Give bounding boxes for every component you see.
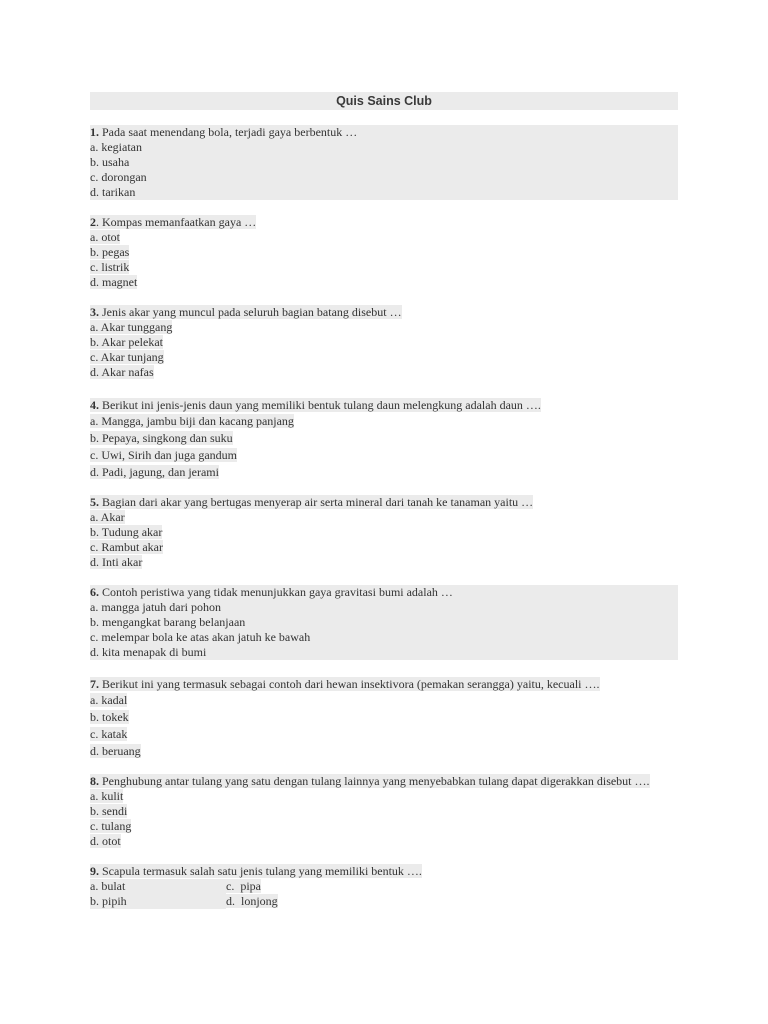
- question-text: Pada saat menendang bola, terjadi gaya berbentuk …: [99, 125, 358, 139]
- option-b: b. pipih: [90, 894, 226, 909]
- option-c: c. katak: [90, 727, 128, 741]
- option-a: a. mangga jatuh dari pohon: [90, 600, 221, 614]
- question-5: [90, 495, 678, 570]
- question-text: Berikut ini jenis-jenis daun yang memiliki bentuk tulang daun melengkung adalah daun ….: [99, 398, 541, 412]
- option-d: d. beruang: [90, 744, 141, 758]
- option-b: b. pegas: [90, 245, 130, 259]
- option-d: d. tarikan: [90, 185, 136, 199]
- question-6: [90, 585, 678, 660]
- question-number: 6.: [90, 585, 99, 599]
- option-a: a. kegiatan: [90, 140, 142, 154]
- question-text: Scapula termasuk salah satu jenis tulang yang memiliki bentuk ….: [99, 864, 422, 878]
- option-b: b. mengangkat barang belanjaan: [90, 615, 246, 629]
- option-b: b. usaha: [90, 155, 130, 169]
- option-b: b. sendi: [90, 804, 128, 818]
- option-c: c. Uwi, Sirih dan juga gandum: [90, 448, 237, 462]
- option-a: a. kadal: [90, 693, 128, 707]
- option-d: d. Padi, jagung, dan jerami: [90, 465, 219, 479]
- question-text: Bagian dari akar yang bertugas menyerap air serta mineral dari tanah ke tanaman yaitu …: [99, 495, 534, 509]
- option-a: a. otot: [90, 230, 120, 244]
- question-9: [90, 864, 678, 909]
- question-7: [90, 676, 678, 760]
- option-c: c. Akar tunjang: [90, 350, 164, 364]
- question-4: [90, 397, 678, 481]
- option-c: c. melempar bola ke atas akan jatuh ke bawah: [90, 630, 311, 644]
- option-d: d. lonjong: [226, 894, 278, 908]
- quiz-title: Quis Sains Club: [90, 92, 678, 110]
- question-number: 3.: [90, 305, 99, 319]
- question-text: Contoh peristiwa yang tidak menunjukkan gaya gravitasi bumi adalah …: [99, 585, 453, 599]
- question-text: Jenis akar yang muncul pada seluruh bagian batang disebut …: [99, 305, 402, 319]
- option-c: c. listrik: [90, 260, 130, 274]
- option-b: b. Pepaya, singkong dan suku: [90, 431, 233, 445]
- question-number: 8.: [90, 774, 99, 788]
- question-3: [90, 305, 678, 380]
- question-text: Berikut ini yang termasuk sebagai contoh dari hewan insektivora (pemakan serangga) yaitu, kecuali ….: [99, 677, 600, 691]
- option-a: a. Akar tunggang: [90, 320, 173, 334]
- document-page: [90, 92, 678, 909]
- question-number: 1.: [90, 125, 99, 139]
- option-c: c. pipa: [226, 879, 261, 893]
- question-number: 2: [90, 215, 96, 229]
- option-a: a. Akar: [90, 510, 125, 524]
- option-b: b. tokek: [90, 710, 129, 724]
- question-number: 4.: [90, 398, 99, 412]
- question-text: . Kompas memanfaatkan gaya …: [96, 215, 257, 229]
- option-d: d. magnet: [90, 275, 138, 289]
- option-c: c. Rambut akar: [90, 540, 163, 554]
- option-d: d. Inti akar: [90, 555, 143, 569]
- question-8: [90, 774, 678, 849]
- question-number: 7.: [90, 677, 99, 691]
- question-number: 9.: [90, 864, 99, 878]
- question-1: [90, 125, 678, 200]
- question-text: Penghubung antar tulang yang satu dengan tulang lainnya yang menyebabkan tulang dapat digerakkan disebut ….: [99, 774, 650, 788]
- option-a: a. bulat: [90, 879, 226, 894]
- option-d: d. otot: [90, 834, 121, 848]
- question-2: [90, 215, 678, 290]
- option-c: c. dorongan: [90, 170, 147, 184]
- option-b: b. Tudung akar: [90, 525, 163, 539]
- question-number: 5.: [90, 495, 99, 509]
- option-a: a. Mangga, jambu biji dan kacang panjang: [90, 414, 294, 428]
- option-a: a. kulit: [90, 789, 124, 803]
- option-b: b. Akar pelekat: [90, 335, 163, 349]
- option-d: d. kita menapak di bumi: [90, 645, 207, 659]
- option-c: c. tulang: [90, 819, 132, 833]
- option-d: d. Akar nafas: [90, 365, 154, 379]
